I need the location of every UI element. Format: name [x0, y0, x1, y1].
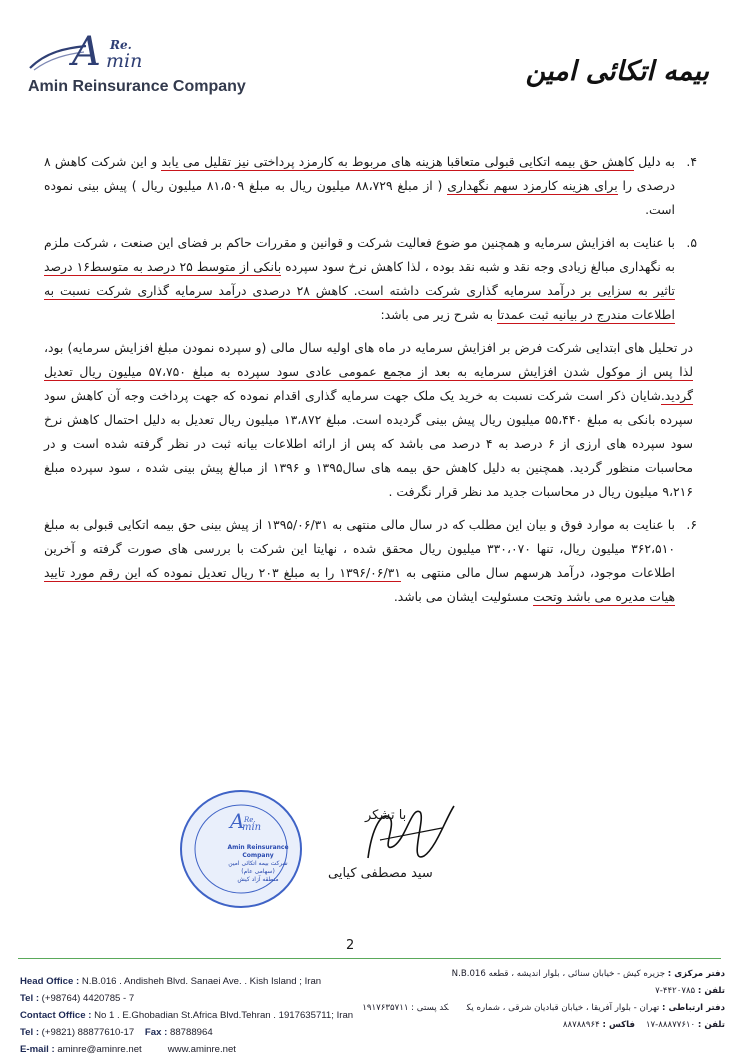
- svg-text:min: min: [242, 822, 262, 833]
- paragraph-5: [44, 231, 697, 327]
- fa-head-tel-value: ۴۴۲۰۷۸۵-۷: [655, 986, 698, 996]
- fa-postal-code: کد پستی : ۱۹۱۷۶۳۵۷۱۱: [362, 1003, 449, 1013]
- fa-contact-tel-label: تلفن :: [697, 1020, 725, 1030]
- website-link[interactable]: www.aminre.net: [167, 1044, 236, 1055]
- closing-thanks: با تشکر: [365, 808, 407, 823]
- seal-text: [214, 844, 302, 884]
- head-tel-value: (+98764) 4420785 - 7: [39, 993, 135, 1004]
- fa-contact-label: دفتر ارتباطی :: [662, 1003, 725, 1013]
- contact-office-label: Contact Office :: [20, 1010, 92, 1021]
- email-label: E-mail :: [20, 1044, 55, 1055]
- logo-re: Re.: [110, 38, 132, 52]
- contact-tel-label: Tel :: [20, 1027, 40, 1038]
- email-line: [20, 1041, 353, 1058]
- paragraph-6: [44, 513, 697, 609]
- signer-name: سید مصطفی کیایی: [328, 866, 433, 881]
- underlined-text: لذا پس از موکول شدن افزایش سرمایه به بعد از مجمع عمومی عادی سود سپرده به مبلغ ۵۷،۷۵۰ میلیون ریال تعدیل گردید.: [44, 364, 693, 403]
- footer-persian: [362, 966, 725, 1034]
- text-run: ( از مبلغ ۸۸،۷۲۹ میلیون ریال به مبلغ ۸۱،۵۰۹ میلیون ریال ) پیش بینی نموده است.: [44, 178, 675, 217]
- text-run: در تحلیل های ابتدایی شرکت فرض بر افزایش سرمایه در ماه های اولیه سال مالی (و سپرده نمودن مبلغ افزایش سرمایه) بود،: [44, 340, 693, 355]
- signature-block: [150, 778, 490, 928]
- footer-divider: [18, 958, 721, 959]
- fa-fax-label: فاکس :: [602, 1020, 635, 1030]
- underlined-text: کاهش حق بیمه اتکایی قبولی متعاقبا هزینه های مربوط به کارمزد پرداختی نیز تقلیل می یابد: [161, 154, 634, 169]
- text-run: با عنایت به موارد فوق و بیان این مطلب که در سال مالی منتهی به ۱۳۹۵/۰۶/۳۱ از پیش بینی حق بیمه اتکایی قبولی به مبلغ ۳۶۲،۵۱۰ میلیون ریال، تنها ۳۳۰،۰۷۰ میلیون ریال محقق شده ، نهایتا این شرکت با بررسی های صورت گرفته و آخرین اطلاعات موجود، درآمد هرسهم سال مالی منتهی به: [44, 517, 676, 580]
- text-run: به شرح زیر می باشد:: [380, 307, 497, 322]
- contact-office-address: No 1 . E.Ghobadian St.Africa Blvd.Tehran . 1917635711; Iran: [91, 1010, 354, 1021]
- head-office-line: [20, 973, 353, 990]
- contact-tel-value: (+9821) 88877610-17: [39, 1027, 135, 1038]
- text-run: و این شرکت کاهش ۸ درصدی را: [44, 154, 675, 193]
- svg-text:Re.: Re.: [244, 816, 256, 824]
- logo-min: min: [106, 50, 143, 72]
- seal-text-fa-type: (سهامی عام): [241, 868, 275, 875]
- paragraph-4: [44, 150, 697, 222]
- underlined-text: بانکی از متوسط ۲۵ درصد به متوسط۱۶ درصد تاثیر به سزایی بر درآمد سرمایه گذاری شرکت داشته است. کاهش ۲۸ درصدی درآمد سرمایه گذاری شرکت نسبت به اطلاعات مندرج در بیانیه ثبت عمدتا: [44, 259, 675, 322]
- fa-contact-office-line: [362, 1000, 725, 1017]
- seal-text-fa: شرکت بیمه اتکائی امین: [228, 860, 288, 867]
- seal-text-en: Amin Reinsurance Company: [227, 844, 289, 859]
- page-number: 2: [346, 938, 355, 953]
- paragraph-number: ۵.: [686, 235, 697, 250]
- letter-body: [44, 150, 697, 618]
- head-tel-label: Tel :: [20, 993, 40, 1004]
- underlined-text: برای هزینه کارمزد سهم نگهداری: [447, 178, 618, 193]
- fa-head-office-line: [362, 966, 725, 983]
- handwritten-signature: [350, 788, 460, 878]
- fa-head-tel-label: تلفن :: [697, 986, 725, 996]
- contact-tel-line: [20, 1024, 353, 1041]
- fa-fax-value: ۸۸۷۸۸۹۶۴: [562, 1020, 603, 1030]
- contact-office-line: [20, 1007, 353, 1024]
- fa-contact-tel-line: [362, 1017, 725, 1034]
- fa-head-address: جزیره کیش - خیابان سنائی ، بلوار اندیشه ، قطعه N.B.016: [451, 969, 668, 979]
- fax-label: Fax :: [144, 1027, 168, 1038]
- paragraph-5-detail: [44, 336, 693, 504]
- fax-value: 88788964: [167, 1027, 213, 1038]
- text-run: مسئولیت ایشان می باشد.: [393, 589, 533, 604]
- company-logo: [28, 30, 258, 96]
- paragraph-number: ۴.: [686, 154, 697, 169]
- company-name-en: Amin Reinsurance Company: [28, 78, 246, 95]
- company-seal: [178, 788, 304, 910]
- text-run: شایان ذکر است شرکت نسبت به خرید یک ملک جهت سرمایه گذاری اقدام نموده که جهت پرداخت وجه آن کاهش سود سپرده بانکی به مبلغ ۵۵،۴۴۰ میلیون ریال پیش بینی گردیده است. مبلغ ۱۳،۸۷۲ میلیون ریال تعدیل به دلیل احتمال کاهش نرخ سود سپرده های ارزی از ۶ درصد به ۴ درصد می باشد که پس از ارائه اطلاعات بیانه ثبت در نظر گرفته شده است و در محاسبات منظور گردید. همچنین به دلیل کاهش حق بیمه های سال۱۳۹۵ و ۱۳۹۶ از مبالغ پیش بینی شده ، سود سپرده مبلغ ۹،۲۱۶ میلیون ریال در محاسبات جدید مد نظر قرار نگرفت .: [44, 388, 693, 499]
- fa-head-tel-line: [362, 983, 725, 1000]
- footer-english: [20, 973, 353, 1058]
- fa-head-label: دفتر مرکزی :: [667, 969, 725, 979]
- text-run: با عنایت به افزایش سرمایه و همچنین مو ضوع فعالیت شرکت و قوانین و مقررات حاکم بر فضای این صنعت ، شرکت ملزم به نگهداری مبالغ زیادی وجه نقد و شبه نقد بوده ، لذا کاهش نرخ سود سپرده: [44, 235, 675, 274]
- email-link[interactable]: aminre@aminre.net: [54, 1044, 142, 1055]
- fa-contact-tel-value: ۸۸۸۷۷۶۱۰-۱۷: [645, 1020, 698, 1030]
- svg-text:A: A: [230, 809, 245, 833]
- brand-name-fa: بیمه اتکائی امین: [525, 56, 709, 87]
- paragraph-number: ۶.: [686, 517, 697, 532]
- logo-letter: A: [72, 29, 101, 75]
- text-run: به دلیل: [633, 154, 675, 169]
- logo-mark: [28, 30, 258, 78]
- seal-text-fa-zone: منطقه آزاد کیش: [237, 876, 279, 883]
- head-office-address: N.B.016 . Andisheh Blvd. Sanaei Ave. . Kish Island ; Iran: [79, 976, 322, 987]
- head-office-label: Head Office :: [20, 976, 80, 987]
- underlined-text: ۱۳۹۶/۰۶/۳۱ را به مبلغ ۲۰۳ ریال تعدیل نموده که این رقم مورد تایید هیات مدیره می باشد وتحت: [44, 565, 675, 604]
- fa-contact-address: تهران - بلوار آفریقا ، خیابان قبادیان شرقی ، شماره یک: [466, 1003, 663, 1013]
- head-tel-line: [20, 990, 353, 1007]
